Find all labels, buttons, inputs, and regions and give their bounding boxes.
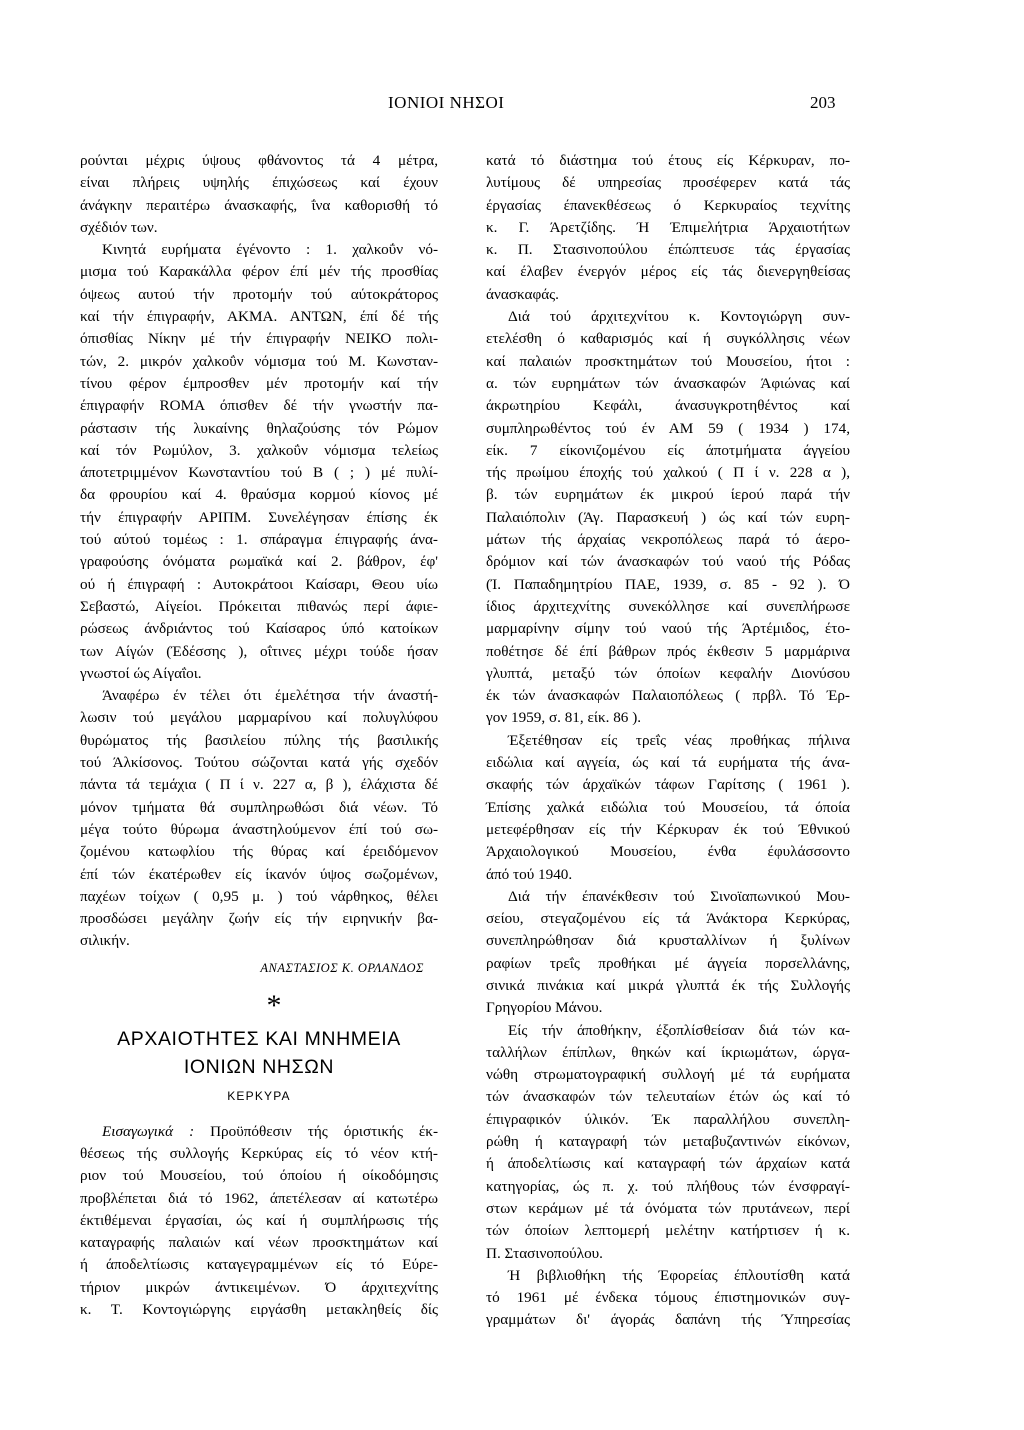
section-title-line-2: ΙΟΝΙΩΝ ΝΗΣΩΝ — [183, 1055, 335, 1078]
text-line: (Ί. Παπαδημητρίου ΠΑΕ, 1939, σ. 85 - 92 ). Ό — [486, 575, 850, 593]
text-line: ριον τού Μουσείου, τού όποίου ή οίκοδόμησις — [80, 1167, 438, 1185]
paragraph — [486, 306, 850, 730]
text-line: κατηγορίας, ώς π. χ. τού πλήθους τών ένσφραγί- — [486, 1177, 850, 1195]
text-line: καί παλαιών προσκτημάτων τού Μουσείου, ήτοι : — [486, 352, 850, 370]
text-line: γραφούσης όνόματα ρωμαϊκά καί 2. βάθρον, έφ' — [80, 553, 438, 571]
text-line: δα φρουρίου καί 4. θραύσμα κορμού κίονος μέ — [80, 486, 438, 504]
text-line: τού Άλκίσονος. Τούτου σώζονται κατά γής σχεδόν — [80, 754, 438, 772]
text-line: έπί τών έκατέρωθεν είς ίκανόν ύψος σωζομένων, — [80, 865, 438, 883]
text-line: μόνον τμήματα θά συμπληρωθώσι διά νέων. Τό — [80, 798, 438, 816]
text-line: μισμα τού Καρακάλλα φέρον έπί μέν τής προσθίας — [80, 263, 438, 281]
text-line: άκρωτηρίου Κεφάλι, άνασυγκροτηθέντος καί — [486, 397, 850, 415]
text-line: προβλέπεται διά τό 1962, άπετέλεσαν αί κατωτέρω — [80, 1189, 438, 1207]
text-line: κ. Π. Στασινοπούλου έπώπτευσε τάς έργασίας — [486, 241, 850, 259]
text-line: των Αίγών (Έδέσσης ), οΐτινες μέχρι τούδε ήσαν — [80, 642, 438, 660]
text-line: Σεβαστώ, Αίγείοι. Πρόκειται πιθανώς περί άφιε- — [80, 597, 438, 615]
text-line: Άρχαιολογικού Μουσείου, ένθα έφυλάσσοντο — [486, 843, 850, 861]
text-line: στων κεράμων μέ τά όνόματα τών πρυτάνεων, περί — [486, 1199, 850, 1217]
page-number: 203 — [810, 93, 836, 112]
right-column — [486, 150, 850, 1332]
text-line: έργασίας έπανεκθέσεως ό Κερκυραίος τεχνίτης — [486, 196, 850, 214]
text-line: Διά τήν έπανέκθεσιν τού Σινοϊαπωνικού Μου- — [508, 887, 850, 905]
text-line: άνασκαφάς. — [486, 285, 559, 303]
text-line: είκ. 7 είκονιζομένου είς άποτμήματα άγγείου — [486, 441, 850, 459]
text-line: σινικά πινάκια καί μικρά γλυπτά έκ τής Συλλογής — [486, 976, 850, 994]
intro-label: Εισαγωγικά : — [102, 1122, 195, 1140]
text-line: καί τόν Ρωμύλον, 3. χαλκοΰν νόμισμα τελείως — [80, 441, 438, 459]
paragraph — [80, 1143, 438, 1321]
text-line: β. τών ευρημάτων έκ μικρού ίερού παρά τήν — [486, 486, 850, 504]
paragraph — [486, 886, 850, 1020]
text-line: ή άποδελτίωσις καταγεγραμμένων είς τό Εύρε- — [80, 1256, 438, 1274]
text-line: ειδώλια καί αγγεία, ώς καί τά ευρήματα τής άνα- — [486, 754, 850, 772]
text-line: γραμμάτων δι' άγοράς δαπάνη τής Ύπηρεσίας — [486, 1311, 850, 1329]
text-line: ρώθη ή καταγραφή τών μεταβυζαντινών είκόνων, — [486, 1133, 850, 1151]
text-line: τίνου φέρον έμπροσθεν μέν προτομήν καί τήν — [80, 374, 438, 392]
text-line: τών, 2. μικρόν χαλκοΰν νόμισμα τού Μ. Κωνσταν- — [80, 352, 438, 370]
paragraph — [80, 685, 438, 953]
paragraph — [486, 1265, 850, 1332]
text-line: Γρηγορίου Μάνου. — [486, 999, 603, 1017]
text-line: Διά τού άρχιτεχνίτου κ. Κοντογιώργη συν- — [508, 308, 850, 326]
text-line: Είς τήν άποθήκην, έξοπλίσθείσαν διά τών κα- — [508, 1021, 850, 1039]
text-line: κ. Τ. Κοντογιώργης ειργάσθη μετακληθείς δίς — [80, 1301, 438, 1319]
text-line: Παλαιόπολιν (Άγ. Παρασκευή ) ώς καί τών ευρη- — [486, 508, 850, 526]
author-signature: ΑΝΑΣΤΑΣΙΟΣ Κ. ΟΡΛΑΝΔΟΣ — [260, 960, 424, 975]
text-line: έκτιθέμεναι έργασίαι, ώς καί ή συμπλήρωσις τής — [80, 1211, 438, 1229]
text-line: ρούνται μέχρις ύψους φθάνοντος τά 4 μέτρα, — [80, 152, 438, 169]
text-line: άνάγκην περαιτέρω άνασκαφής, ΐνα καθορισθή τό — [80, 196, 438, 214]
text-line: θέσεως τής συλλογής Κερκύρας είς τό νέον κτή- — [80, 1144, 438, 1162]
text-line: είναι πλήρεις υψηλής έπιχώσεως καί έχουν — [80, 174, 438, 192]
text-line: έπιγραφήν ROMA όπισθεν δέ τήν γνωστήν πα- — [80, 397, 438, 415]
text-line: τήν έπιγραφήν ΑΡΙΠΜ. Συνελέγησαν έπίσης έκ — [80, 508, 438, 526]
text-line: ταλλήλων έπίπλων, θηκών καί ίκριωμάτων, ώργα- — [486, 1043, 850, 1061]
text-line: καταγραφής παλαιών καί νέων προσκτημάτων καί — [80, 1234, 438, 1252]
text-line: Ή βιβλιοθήκη τής Έφορείας έπλουτίσθη κατά — [508, 1266, 850, 1284]
text-line: σχέδιόν των. — [80, 218, 158, 236]
paragraph — [486, 1020, 850, 1265]
text-line: τού αύτού τομέως : 1. σπάραγμα έπιγραφής άνα- — [80, 531, 438, 549]
text-line: Άναφέρω έν τέλει ότι έμελέτησα τήν άναστή- — [102, 687, 438, 705]
text-line: συμπληρωθέντος τού έν ΑΜ 59 ( 1934 ) 174, — [486, 419, 850, 437]
text-line: νώθη στρωματογραφική συλλογή μέ τά ευρήματα — [486, 1066, 850, 1084]
text-line: ρώσεως άνδριάντος τού Καίσαρος ύπό κατοίκων — [80, 620, 438, 638]
text-line: γον 1959, σ. 81, είκ. 86 ). — [486, 709, 642, 727]
text-line: τής πρωίμου έποχής τού χαλκού ( Π ί ν. 228 α ), — [486, 464, 850, 482]
text-line: ή άποδελτίωσις καί καταγραφή τών άρχαίων κατά — [486, 1155, 850, 1173]
text-line: κ. Γ. Άρετζίδης. Ή Έπιμελήτρια Άρχαιοτήτων — [486, 218, 850, 236]
text-line: Έξετέθησαν είς τρεΐς νέας προθήκας πήλινα — [508, 731, 850, 749]
text-line: σκαφής τών άρχαϊκών τάφων Γαρίτσης ( 1961 ). — [486, 776, 850, 794]
text-line: τήριον μικρών άντικειμένων. Ό άρχιτεχνίτης — [80, 1278, 438, 1296]
text-line: λυτίμους δέ υπηρεσίας προσέφερεν κατά τάς — [486, 174, 850, 192]
running-header-title: ΙΟΝΙΟΙ ΝΗΣΟΙ — [388, 93, 505, 112]
text-line: τό 1961 μέ ένδεκα τόμους έπιστημονικών συγ- — [486, 1289, 850, 1307]
text-line: Έπίσης χαλκά ειδώλια τού Μουσείου, τά όποία — [486, 798, 850, 816]
text-line: κατά τό διάστημα τού έτους είς Κέρκυραν, πο- — [486, 152, 850, 169]
text-line: ζομένου κατωφλίου τής θύρας καί έρειδόμενον — [80, 843, 438, 861]
text-line: δρόμιον καί τών άνασκαφών τού ναού τής Ρόδας — [486, 553, 850, 571]
text-line: ράστασιν τής λυκαίνης θηλαζούσης τόν Ρώμον — [80, 419, 438, 437]
text-line: τών άνασκαφών τών τελευταίων έτών ώς καί τό — [486, 1088, 850, 1106]
text-line: ετελέσθη ό καθαρισμός καί ή συγκόλλησις νέων — [486, 330, 850, 348]
text-line: όψεως αυτού τήν προτομήν τού αύτοκράτορος — [80, 285, 438, 303]
text-line: άποτετριμμένον Κωνσταντίου τού Β ( ; ) μέ πυλί- — [80, 464, 438, 482]
text-line: καί έλαβεν ένεργόν μέρος είς τάς διενεργηθείσας — [486, 263, 850, 281]
text-line: προσδώσει μεγάλην ζωήν είς τήν ειρηνικήν βα- — [80, 910, 438, 928]
text-line: Π. Στασινοπούλου. — [486, 1244, 603, 1262]
section-title-line-1: ΑΡΧΑΙΟΤΗΤΕΣ ΚΑΙ ΜΝΗΜΕΙΑ — [117, 1027, 401, 1050]
text-line: σιλικήν. — [80, 932, 130, 950]
text-line: μαρμαρίνην σίμην τού ναού τής Άρτέμιδος, έτο- — [486, 620, 850, 638]
text-line: έπιγραφικόν ύλικόν. Έκ παραλλήλου συνεπλη- — [486, 1110, 850, 1128]
text-line: συνεπληρώθησαν διά κρυσταλλίνων ή ξυλίνων — [486, 932, 850, 950]
text-line: σείου, στεγαζομένου είς τά Άνάκτορα Κερκύρας, — [486, 910, 850, 928]
text-line: παχέων τοίχων ( 0,95 μ. ) τού νάρθηκος, θέλει — [80, 887, 438, 905]
text-line: ραφίων τρεΐς προθήκαι μέ άγγεία πορσελλάνης, — [486, 954, 850, 972]
text-line: έκ τών άνασκαφών Παλαιοπόλεως ( πρβλ. Τό Έρ- — [486, 687, 850, 705]
text-line: Κινητά ευρήματα έγένοντο : 1. χαλκοΰν νό- — [102, 241, 438, 259]
text-line: γνωστοί ώς Αίγαΐοι. — [80, 664, 202, 682]
text-line — [80, 1121, 438, 1143]
text-line: ποθέτησε δέ έπί βάθρων πρός έκθεσιν 5 μαρμάρινα — [486, 642, 850, 660]
left-column — [80, 150, 438, 1321]
text-line: πάντα τά τεμάχια ( Π ί ν. 227 α, β ), έλάχιστα δέ — [80, 776, 438, 794]
text-line: α. τών ευρημάτων τών άνασκαφών Άφιώνας καί — [486, 374, 850, 392]
text-line: τών όποίων λεπτομερή μελέτην κατήρτισεν ή κ. — [486, 1222, 850, 1240]
text-line: γλυπτά, μεταξύ τών όποίων κεφαλήν Διονύσου — [486, 664, 850, 682]
paragraph — [486, 150, 850, 306]
text-line: όπισθίας Νίκην μέ τήν έπιγραφήν ΝΕΙΚΟ πολι- — [80, 330, 438, 348]
text-line: καί τήν έπιγραφήν, ΑΚΜΑ. ΑΝΤΩΝ, έπί δέ τής — [80, 308, 438, 326]
paragraph — [486, 730, 850, 886]
text-line: άπό τού 1940. — [486, 865, 573, 883]
text-line: ίδιος άρχιτεχνίτης συνεκόλλησε καί συνεπλήρωσε — [486, 597, 850, 615]
paragraph — [80, 239, 438, 685]
text-line: μέγα τούτο θύρωμα άναστηλούμενον έπί τού σω- — [80, 820, 438, 838]
intro-text: Προϋπόθεσιν τής όριστικής έκ- — [210, 1122, 438, 1140]
section-subtitle: ΚΕΡΚΥΡΑ — [227, 1088, 291, 1103]
section-separator-asterisk: * — [266, 988, 282, 1022]
text-line: μάτων τής άρχαίας νεκροπόλεως παρά τό άερο- — [486, 531, 850, 549]
text-line: μετεφέρθησαν είς τήν Κέρκυραν έκ τού Έθνικού — [486, 820, 850, 838]
text-line: ού ή έπιγραφή : Αυτοκράτοοι Καίσαρι, Θεου υίω — [80, 575, 438, 593]
text-line: λωσιν τού μεγάλου μαρμαρίνου καί πολυγλύφου — [80, 709, 438, 727]
text-line: θυρώματος τής βασιλείου πύλης τής βασιλικής — [80, 731, 438, 749]
paragraph — [80, 150, 438, 239]
